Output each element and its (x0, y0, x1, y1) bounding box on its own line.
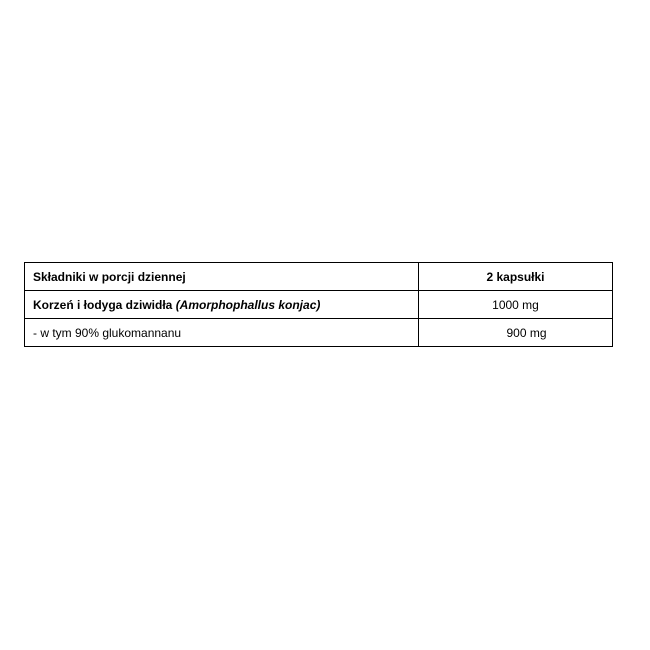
table-header-row (25, 263, 613, 291)
sub-ingredient-name: - w tym 90% glukomannanu (25, 319, 419, 347)
ingredient-amount: 1000 mg (419, 291, 613, 319)
ingredient-cell (25, 291, 419, 319)
sub-ingredient-amount: 900 mg (506, 325, 547, 340)
header-serving: 2 kapsułki (419, 263, 613, 291)
sub-ingredient-amount-cell (419, 319, 613, 347)
ingredient-latin-name: (Amorphophallus konjac) (175, 297, 321, 312)
ingredient-name: Korzeń i łodyga dziwidła (33, 297, 176, 312)
header-ingredient: Składniki w porcji dziennej (25, 263, 419, 291)
ingredients-table (24, 262, 613, 347)
table-row (25, 291, 613, 319)
table-row (25, 319, 613, 347)
ingredients-table-container (24, 262, 612, 347)
